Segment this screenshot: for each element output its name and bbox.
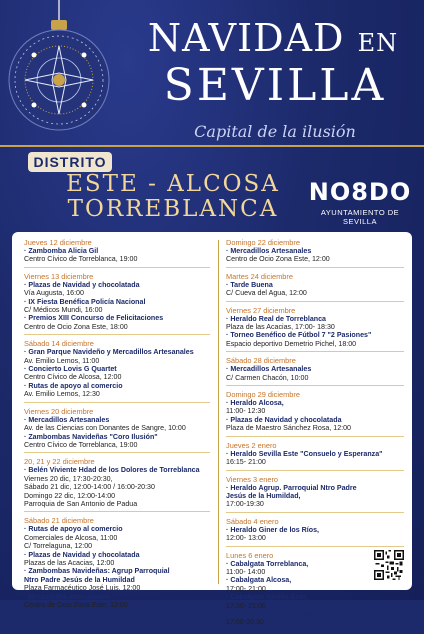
event-title: · Tarde Buena [226, 280, 273, 289]
day-date: Viernes 13 diciembre [24, 271, 94, 281]
event-place: Plaza Farmacéutico José Luis, 12:00 [24, 584, 141, 593]
event-place: Plazas de las Acacias, 12:00 [24, 558, 115, 567]
divider-line [0, 145, 424, 147]
title-sevilla: SEVILLA [163, 60, 387, 111]
event-title: · Zambombas Navideñas "Coro Ilusión" [24, 432, 158, 441]
event-place: Centro Cívico de Torreblanca, 19:00 [24, 440, 138, 449]
event-title: · Gran Parque Navideño y Mercadillos Artesanales [24, 348, 194, 357]
event-place: Av. Emilio Lemos, 11:00 [24, 356, 100, 365]
event-place: Av. Emilio Lemos, 12:30 [24, 390, 100, 399]
day-block [226, 238, 404, 268]
event-place: 11:00- 14:00 [226, 567, 266, 576]
event-place: Parroquia de San Antonio de Padua [24, 499, 138, 508]
event-place: Plaza de las Acacias, 17:00- 18:30 [226, 323, 335, 332]
event-title: · Plazas de Navidad y chocolatada [24, 280, 140, 289]
event-place: C/ Médicos Mundi, 16:00 [24, 306, 103, 315]
day-block [226, 441, 404, 471]
event-title: · Premios XIII Concurso de Felicitaciones [24, 314, 164, 323]
day-date: Sábado 28 diciembre [226, 356, 296, 366]
day-block [24, 339, 210, 402]
event-title: · Cabalgata Entrepuentes, [226, 609, 314, 618]
title-navidad [128, 18, 418, 63]
title-word-navidad: NAVIDAD [147, 16, 345, 60]
event-place: 11:00- 12:30 [226, 407, 266, 416]
event-place: C/ Cueva del Agua, 12:00 [226, 289, 307, 298]
event-place: 17:00-20:30 [226, 618, 264, 627]
event-place: Sábado 21 dic, 12:00-14:00 / 16:00-20:30 [24, 483, 155, 492]
no8do-logo-mark: NO8DO [308, 178, 412, 206]
day-block [24, 407, 210, 454]
event-place: Viernes 20 dic, 17:30-20:30, [24, 474, 113, 483]
event-place: 17:30- 21:00 [226, 601, 266, 610]
event-title: · Plazas de Navidad y chocolatada [24, 550, 140, 559]
day-date: Viernes 27 diciembre [226, 305, 296, 315]
event-title: · Cabalgata Sevilla Este, [226, 593, 308, 602]
day-block [226, 475, 404, 513]
day-block [24, 272, 210, 335]
event-place: Centro Cívico de Torreblanca, 19:00 [24, 255, 138, 264]
district-line-2: TORREBLANCA [67, 196, 279, 222]
day-date: Domingo 22 diciembre [226, 238, 300, 247]
event-place: 16:15- 21:00 [226, 458, 266, 467]
day-date: Martes 24 diciembre [226, 271, 293, 281]
day-date: Lunes 6 enero [226, 550, 274, 560]
qr-code-icon[interactable] [374, 550, 404, 580]
event-place: Centro de Ocio Zona Este, 18:00 [24, 322, 128, 331]
event-title: · Cabalgata Torreblanca, [226, 559, 309, 568]
day-date: 20, 21 y 22 diciembre [24, 457, 95, 467]
distrito-badge: DISTRITO [28, 152, 112, 172]
day-date: Viernes 3 enero [226, 474, 279, 484]
event-title: · Heraldo Real de Torreblanca [226, 314, 326, 323]
event-title: · Concierto Lovis G Quartet [24, 365, 117, 374]
day-block [226, 306, 404, 353]
event-title: · Mercadillos Artesanales [226, 365, 312, 374]
day-block [226, 272, 404, 302]
day-date: Sábado 21 diciembre [24, 516, 94, 526]
event-title: · IX Fiesta Benéfica Policía Nacional [24, 297, 146, 306]
event-place: Plaza de Maestro Sánchez Rosa, 12:00 [226, 424, 352, 433]
event-place: Espacio deportivo Demetrio Pichel, 18:00 [226, 339, 357, 348]
column-divider [218, 240, 219, 584]
event-title: · Zambombas Navideñas: Agrup Parroquial [24, 567, 170, 576]
event-title: Ntro Padre Jesús de la Humildad [24, 575, 135, 584]
day-block [24, 238, 210, 268]
subtitle: Capital de la ilusión [194, 122, 356, 141]
event-place: Comerciales de Alcosa, 11:00 [24, 533, 118, 542]
event-title: · Rutas de apoyo al comercio [24, 525, 123, 534]
event-place: 12:00- 13:00 [226, 534, 266, 543]
event-title: · Plazas de Navidad y chocolatada [226, 415, 342, 424]
ayuntamiento-label: AYUNTAMIENTO DE SEVILLA [320, 208, 400, 226]
event-title: Jesús de la Humildad, [226, 491, 301, 500]
event-place: Centro de Ocio Zona Este, 12:00 [24, 601, 128, 609]
day-date: Jueves 12 diciembre [24, 238, 92, 247]
day-block [226, 517, 404, 547]
event-title: · Zambomba Alicia Gil [24, 247, 99, 255]
event-title: · Rutas de apoyo al comercio [24, 381, 123, 390]
event-title: · Heraldo Alcosa, [226, 399, 284, 408]
christmas-ornament-icon [4, 0, 114, 140]
district-name [28, 172, 318, 222]
events-column-left [24, 238, 210, 616]
event-place: Centro de Ocio Zona Este, 12:00 [226, 255, 330, 264]
event-place: 17:00-19:30 [226, 500, 264, 509]
day-date: Sábado 4 enero [226, 516, 279, 526]
event-title: · Cabalgata Alcosa, [226, 576, 292, 585]
day-date: Jueves 2 enero [226, 440, 277, 450]
day-date: Viernes 20 diciembre [24, 406, 94, 416]
event-title: · Heraldo Sevilla Este "Consuelo y Esperanza" [226, 449, 383, 458]
ayuntamiento-logo [304, 178, 416, 226]
title-word-en: EN [357, 29, 399, 57]
day-date: Domingo 29 diciembre [226, 390, 300, 400]
event-title: · Mercadillos Artesanales [226, 247, 312, 255]
day-block [24, 516, 210, 612]
event-place: Domingo 22 dic, 12:00-14:00 [24, 491, 116, 500]
day-block [24, 457, 210, 512]
event-place: Centro Cívico de Alcosa, 12:00 [24, 373, 122, 382]
event-title: · Mercadillos Artesanales [24, 415, 110, 424]
event-title: · Heraldo Agrup. Parroquial Ntro Padre [226, 483, 357, 492]
district-line-1: ESTE - ALCOSA [66, 171, 280, 197]
events-panel [12, 232, 412, 627]
event-place: Av. de las Ciencias con Donantes de Sangre, 10:00 [24, 424, 186, 433]
event-place: 17:00- 21:00 [226, 584, 266, 593]
event-place: Vía Augusta, 16:00 [24, 289, 84, 298]
event-title: · Heraldo Giner de los Ríos, [226, 525, 320, 534]
event-title: · Torneo Benéfico de Fútbol 7 "2 Pasiones" [226, 331, 372, 340]
day-block [226, 356, 404, 386]
day-date: Sábado 14 diciembre [24, 339, 94, 349]
event-title: · Mercadillos Artesanales [24, 592, 110, 601]
day-block [226, 390, 404, 437]
event-place: C/ Torrelaguna, 12:00 [24, 542, 93, 551]
event-place: C/ Carmen Chacón, 10:00 [226, 373, 309, 382]
event-title: · Belén Viviente Hdad de los Dolores de Torreblanca [24, 466, 200, 475]
